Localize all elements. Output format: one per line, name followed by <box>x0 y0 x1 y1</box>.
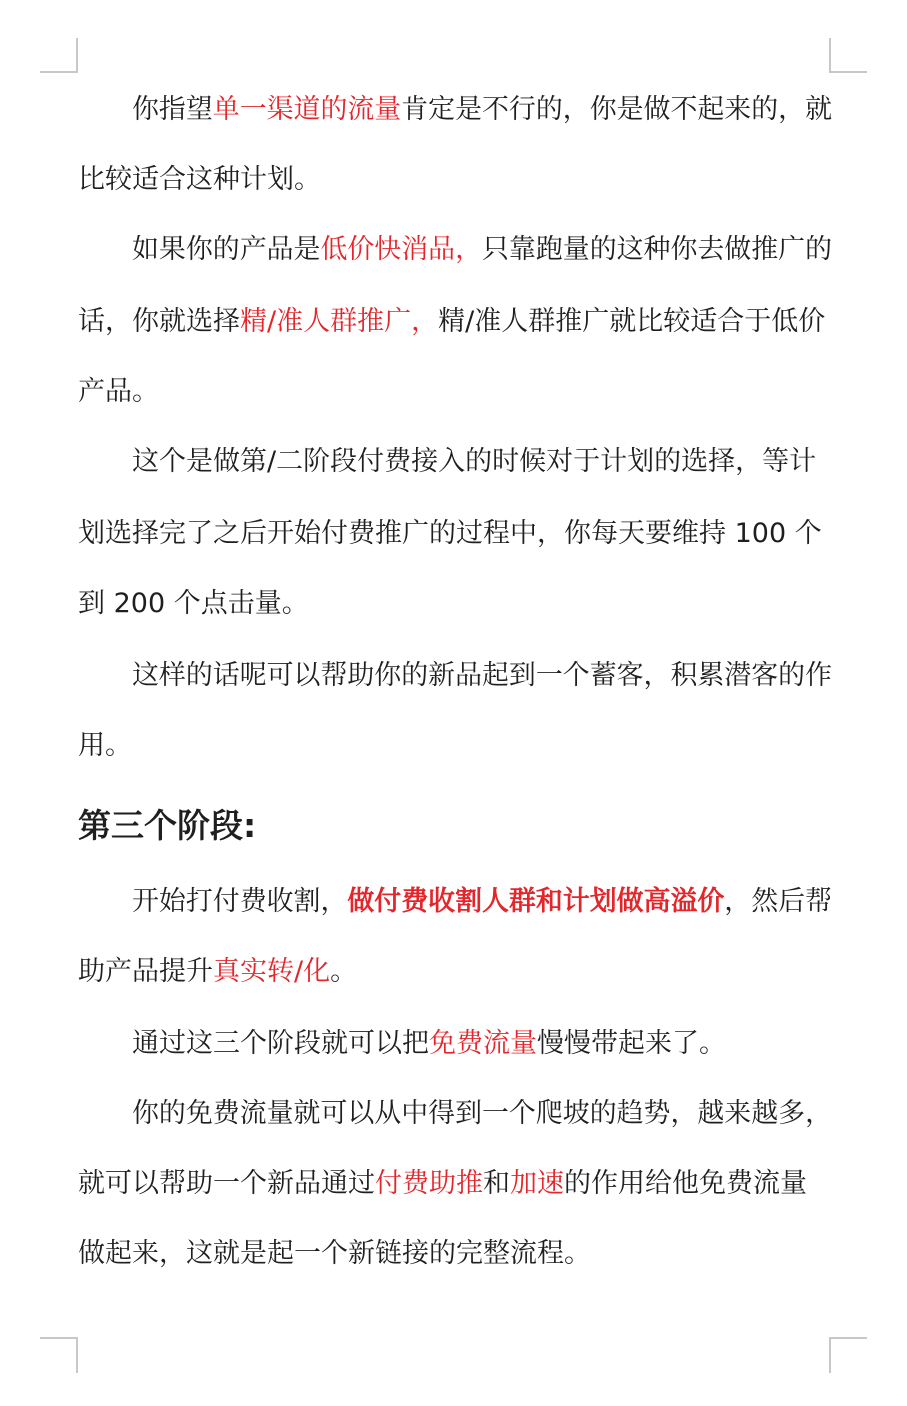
text-segment: 开始打付费收割， <box>132 886 348 917</box>
crop-mark-top-right-horizontal <box>829 71 867 73</box>
text-segment: ，然后帮 <box>724 886 832 917</box>
text-segment: 助产品提升 <box>78 956 213 987</box>
text-segment: 慢慢带起来了。 <box>537 1028 726 1059</box>
paragraph-line <box>78 724 132 768</box>
text-segment: 到 200 个点击量。 <box>78 588 309 619</box>
highlight-text: 单一渠道的流量 <box>212 94 402 125</box>
text-segment: 的作用给他免费流量 <box>564 1168 807 1199</box>
paragraph-line <box>78 950 357 994</box>
text-segment: 你指望 <box>132 94 213 125</box>
paragraph-line <box>132 228 832 272</box>
crop-mark-top-left-horizontal <box>40 71 78 73</box>
text-segment: 话，你就选择 <box>78 306 240 337</box>
text-segment: 。 <box>330 956 358 987</box>
highlight-text: 低价快消品， <box>320 234 482 265</box>
highlight-text: 真实转/化 <box>213 956 331 987</box>
text-segment: 只靠跑量的这种你去做推广的 <box>482 234 832 265</box>
text-segment: 用。 <box>78 730 132 761</box>
text-segment: 这样的话呢可以帮助你的新品起到一个蓄客，积累潜客的作 <box>132 660 832 691</box>
text-segment: 你的免费流量就可以从中得到一个爬坡的趋势，越来越多， <box>132 1098 832 1129</box>
emphasis-text: 做付费收割人群和计划做高溢价 <box>347 886 725 917</box>
text-segment: 就可以帮助一个新品通过 <box>78 1168 375 1199</box>
text-segment: 产品。 <box>78 376 159 407</box>
highlight-text: 加速 <box>510 1168 564 1199</box>
section-heading-text: 第三个阶段: <box>78 806 257 845</box>
crop-mark-top-left-vertical <box>76 38 78 73</box>
text-segment: 如果你的产品是 <box>132 234 321 265</box>
text-segment: 划选择完了之后开始付费推广的过程中，你每天要维持 100 个 <box>78 518 822 549</box>
paragraph-line <box>78 1162 807 1206</box>
text-segment: 通过这三个阶段就可以把 <box>132 1028 429 1059</box>
text-segment: 和 <box>483 1168 510 1199</box>
crop-mark-bottom-right-vertical <box>829 1337 831 1373</box>
paragraph-line <box>78 512 822 556</box>
crop-mark-bottom-left-vertical <box>76 1337 78 1373</box>
highlight-text: 精/准人群推广， <box>240 306 439 337</box>
section-heading <box>78 801 256 851</box>
highlight-text: 免费流量 <box>429 1028 537 1059</box>
text-segment: 比较适合这种计划。 <box>78 164 321 195</box>
paragraph-line <box>132 1092 832 1136</box>
crop-mark-top-right-vertical <box>829 38 831 73</box>
crop-mark-bottom-right-horizontal <box>829 1337 867 1339</box>
crop-mark-bottom-left-horizontal <box>40 1337 78 1339</box>
paragraph-line <box>132 880 832 924</box>
paragraph-line <box>132 1022 726 1066</box>
text-segment: 这个是做第/二阶段付费接入的时候对于计划的选择，等计 <box>132 446 817 477</box>
highlight-text: 付费助推 <box>375 1168 483 1199</box>
paragraph-line <box>78 370 159 414</box>
paragraph-line <box>78 158 321 202</box>
text-segment: 做起来，这就是起一个新链接的完整流程。 <box>78 1238 591 1269</box>
text-segment: 精/准人群推广就比较适合于低价 <box>438 306 826 337</box>
paragraph-line <box>78 300 825 344</box>
paragraph-line <box>78 582 309 626</box>
paragraph-line <box>132 440 816 484</box>
paragraph-line <box>78 1232 591 1276</box>
paragraph-line <box>132 654 832 698</box>
paragraph-line <box>132 88 832 132</box>
text-segment: 肯定是不行的，你是做不起来的，就 <box>401 94 832 125</box>
